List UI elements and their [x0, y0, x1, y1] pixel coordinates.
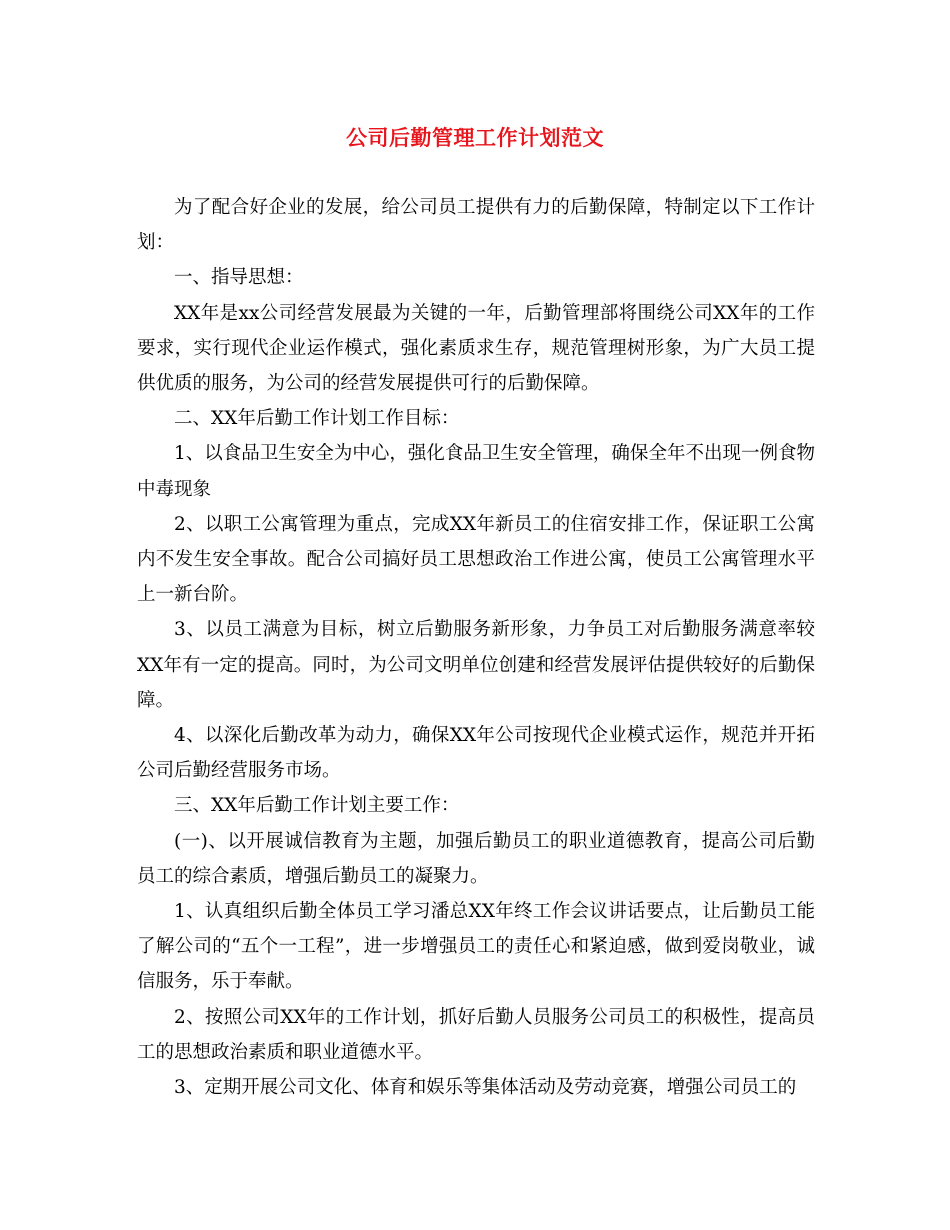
list-item: 1、认真组织后勤全体员工学习潘总XX年终工作会议讲话要点，让后勤员工能了解公司的“五个一工程”，进一步增强员工的责任心和紧迫感，做到爱岗敬业，诚信服务，乐于奉献。	[137, 901, 815, 993]
paragraph: 为了配合好企业的发展，给公司员工提供有力的后勤保障，特制定以下工作计划：	[137, 197, 815, 254]
document-body	[137, 190, 815, 1105]
section-heading: 二、XX年后勤工作计划工作目标：	[174, 408, 460, 430]
section-heading: 一、指导思想：	[174, 267, 304, 289]
document-title: 公司后勤管理工作计划范文	[346, 125, 604, 150]
subsection-heading: (一)、以开展诚信教育为主题，加强后勤员工的职业道德教育，提高公司后勤员工的综合素质，增强后勤员工的凝聚力。	[137, 830, 815, 887]
list-item: 1、以食品卫生安全为中心，强化食品卫生安全管理，确保全年不出现一例食物中毒现象	[137, 443, 815, 500]
list-item: 2、按照公司XX年的工作计划，抓好后勤人员服务公司员工的积极性，提高员工的思想政治素质和职业道德水平。	[137, 1006, 815, 1063]
section-heading: 三、XX年后勤工作计划主要工作：	[174, 795, 460, 817]
list-item: 2、以职工公寓管理为重点，完成XX年新员工的住宿安排工作，保证职工公寓内不发生安全事故。配合公司搞好员工思想政治工作进公寓，使员工公寓管理水平上一新台阶。	[137, 513, 815, 606]
paragraph: XX年是xx公司经营发展最为关键的一年，后勤管理部将围绕公司XX年的工作要求，实行现代企业运作模式，强化素质求生存，规范管理树形象，为广大员工提供优质的服务，为公司的经营发展提供可行的后勤保障。	[137, 302, 815, 395]
list-item: 4、以深化后勤改革为动力，确保XX年公司按现代企业模式运作，规范并开拓公司后勤经营服务市场。	[137, 725, 815, 782]
list-item: 3、定期开展公司文化、体育和娱乐等集体活动及劳动竞赛，增强公司员工的	[174, 1077, 797, 1099]
list-item: 3、以员工满意为目标，树立后勤服务新形象，力争员工对后勤服务满意率较XX年有一定的提高。同时，为公司文明单位创建和经营发展评估提供较好的后勤保障。	[137, 619, 815, 711]
